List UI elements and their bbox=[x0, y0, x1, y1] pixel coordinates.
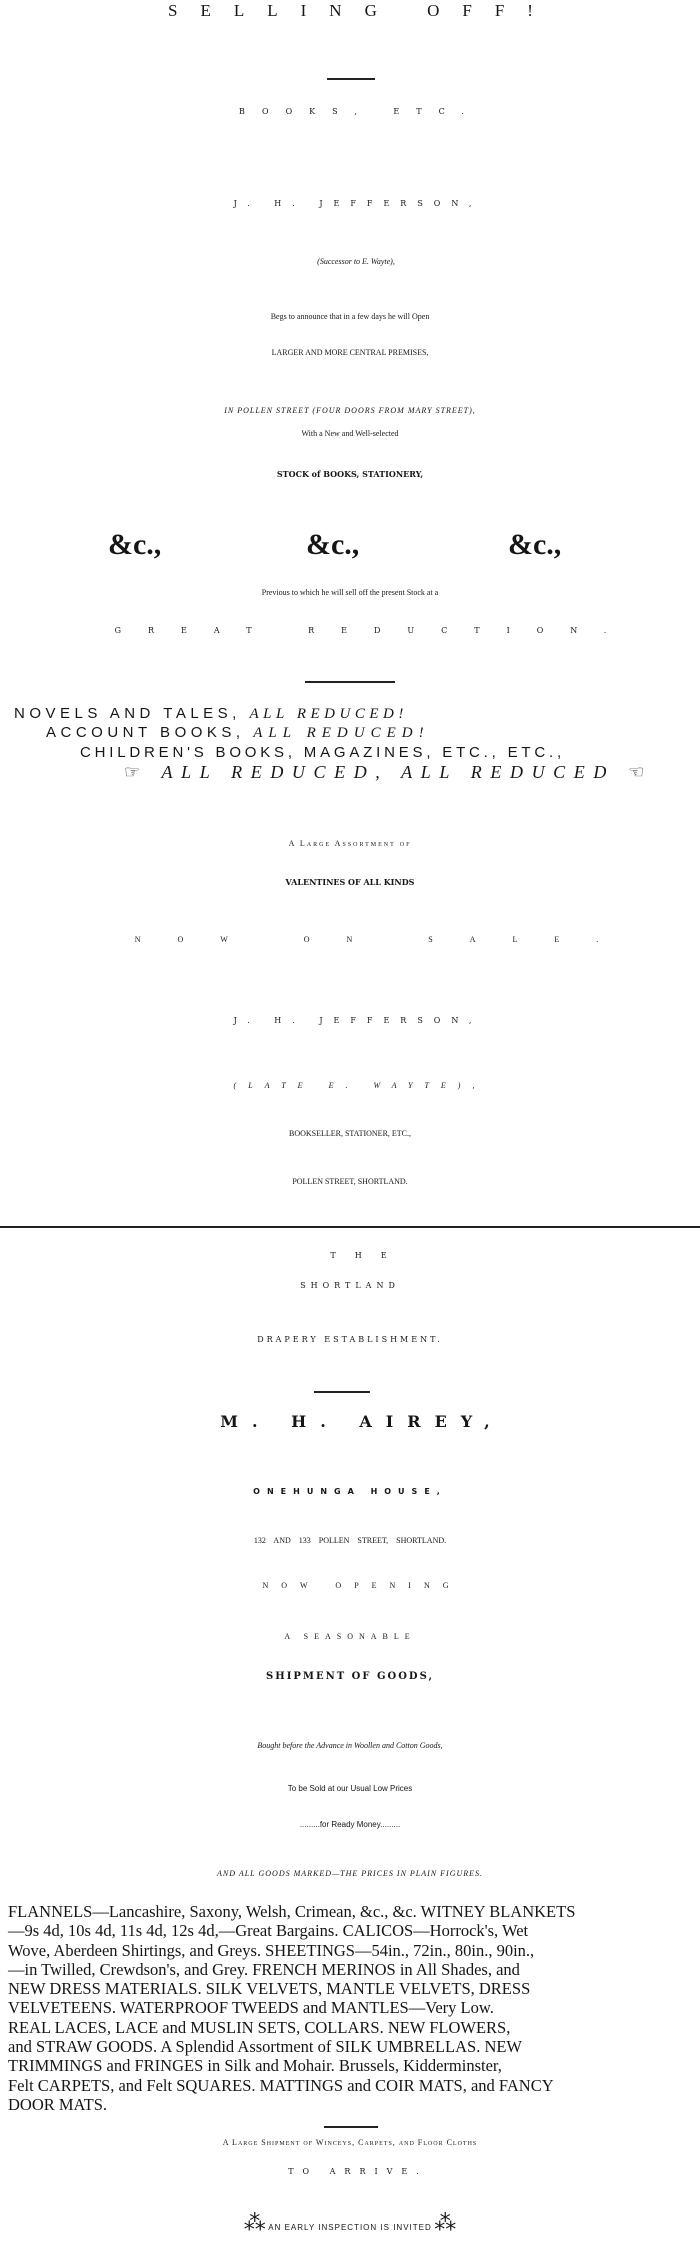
goods-line: VELVETEENS. WATERPROOF TWEEDS and MANTLES—Very Low. bbox=[8, 1998, 494, 2018]
bought-line: Bought before the Advance in Woollen and Cotton Goods, bbox=[257, 1741, 443, 1750]
drapery-heading: DRAPERY ESTABLISHMENT. bbox=[257, 1335, 443, 1344]
large-assortment-line: A Large Assortment of bbox=[288, 839, 412, 848]
asterism-icon: ⁂ bbox=[243, 2210, 266, 2235]
sold-line: To be Sold at our Usual Low Prices bbox=[287, 1784, 413, 1793]
larger-premises-heading: LARGER AND MORE CENTRAL PREMISES, bbox=[271, 348, 429, 357]
previous-line: Previous to which he will sell off the present Stock at a bbox=[261, 588, 439, 597]
location-line: IN POLLEN STREET (FOUR DOORS FROM MARY STREET), bbox=[224, 406, 476, 415]
goods-line: —9s 4d, 10s 4d, 11s 4d, 12s 4d,—Great Bargains. CALICOS—Horrock's, Wet bbox=[8, 1921, 529, 1941]
announce-line: Begs to announce that in a few days he will Open bbox=[270, 312, 430, 321]
successor-line: (Successor to E. Wayte), bbox=[317, 257, 395, 266]
short-rule bbox=[305, 681, 395, 683]
etc-item: &c., bbox=[108, 528, 162, 561]
headline-selling-off: SELLING OFF! bbox=[168, 1, 556, 20]
great-reduction-line: GREAT REDUCTION. bbox=[114, 626, 634, 635]
goods-line: DOOR MATS. bbox=[8, 2094, 108, 2114]
with-new-line: With a New and Well-selected bbox=[301, 429, 399, 438]
the-line: THE bbox=[330, 1251, 406, 1260]
list-line: NOVELS AND TALES, ALL REDUCED! bbox=[14, 705, 408, 722]
street-line: 132 AND 133 POLLEN STREET, SHORTLAND. bbox=[253, 1536, 447, 1545]
to-arrive-heading: TO ARRIVE. bbox=[288, 2167, 428, 2176]
shipment-heading: SHIPMENT OF GOODS, bbox=[266, 1671, 434, 1682]
bookseller-line: BOOKSELLER, STATIONER, ETC., bbox=[288, 1129, 412, 1138]
goods-line: REAL LACES, LACE and MUSLIN SETS, COLLARS. NEW FLOWERS, bbox=[8, 2017, 511, 2037]
goods-line: TRIMMINGS and FRINGES in Silk and Mohair. Brussels, Kidderminster, bbox=[8, 2056, 502, 2076]
goods-line: Wove, Aberdeen Shirtings, and Greys. SHEETINGS—54in., 72in., 80in., 90in., bbox=[8, 1940, 535, 1960]
etc-item: &c., bbox=[306, 528, 360, 561]
seasonable-line: A SEASONABLE bbox=[284, 1632, 416, 1641]
shortland-heading: SHORTLAND bbox=[300, 1281, 400, 1290]
pointing-hand-left-icon: ☜ bbox=[628, 762, 653, 782]
goods-line: Felt CARPETS, and Felt SQUARES. MATTINGS and COIR MATS, and FANCY bbox=[8, 2075, 554, 2095]
asterism-icon: ⁂ bbox=[434, 2210, 457, 2235]
short-rule bbox=[324, 2126, 378, 2128]
jefferson-name: J. H. JEFFERSON, bbox=[233, 199, 483, 208]
goods-line: NEW DRESS MATERIALS. SILK VELVETS, MANTLE VELVETS, DRESS bbox=[8, 1979, 531, 1999]
late-wayte-line: (LATE E. WAYTE), bbox=[233, 1081, 487, 1090]
short-rule bbox=[327, 78, 375, 80]
airey-name: M. H. AIREY, bbox=[220, 1412, 504, 1431]
inspection-line: ⁂ AN EARLY INSPECTION IS INVITED ⁂ bbox=[243, 2210, 457, 2235]
pointing-hand-right-icon: ☞ bbox=[124, 762, 149, 782]
goods-line: —in Twilled, Crewdson's, and Grey. FRENCH MERINOS in All Shades, and bbox=[8, 1959, 520, 1979]
goods-line: FLANNELS—Lancashire, Saxony, Welsh, Crimean, &c., &c. WITNEY BLANKETS bbox=[8, 1902, 576, 1921]
books-etc-heading: BOOKS, ETC. bbox=[239, 107, 481, 116]
goods-list-paragraph bbox=[8, 1902, 692, 2114]
address-line: POLLEN STREET, SHORTLAND. bbox=[292, 1177, 408, 1186]
ready-money-line: .........for Ready Money......... bbox=[299, 1820, 401, 1829]
short-rule bbox=[314, 1391, 370, 1393]
marked-line: AND ALL GOODS MARKED—THE PRICES IN PLAIN FIGURES. bbox=[216, 1869, 484, 1878]
list-line: ACCOUNT BOOKS, ALL REDUCED! bbox=[46, 724, 430, 741]
stock-heading: STOCK of BOOKS, STATIONERY, bbox=[276, 469, 424, 479]
all-reduced-line: ☞ ALL REDUCED, ALL REDUCED ☜ bbox=[124, 762, 653, 782]
goods-line: and STRAW GOODS. A Splendid Assortment of SILK UMBRELLAS. NEW bbox=[8, 2037, 523, 2057]
now-on-sale-line: NOW ON SALE. bbox=[134, 935, 636, 944]
now-opening-heading: NOW OPENING bbox=[262, 1581, 462, 1590]
etc-item: &c., bbox=[508, 528, 562, 561]
column-divider bbox=[0, 1226, 700, 1228]
large-shipment-line: A Large Shipment of Winceys, Carpets, and Floor Cloths bbox=[222, 2138, 478, 2147]
valentines-heading: VALENTINES OF ALL KINDS bbox=[285, 877, 415, 887]
jefferson-name-2: J. H. JEFFERSON, bbox=[233, 1016, 483, 1025]
list-line: CHILDREN'S BOOKS, MAGAZINES, ETC., ETC., bbox=[80, 744, 565, 761]
onehunga-house-line: ONEHUNGA HOUSE, bbox=[253, 1487, 447, 1496]
